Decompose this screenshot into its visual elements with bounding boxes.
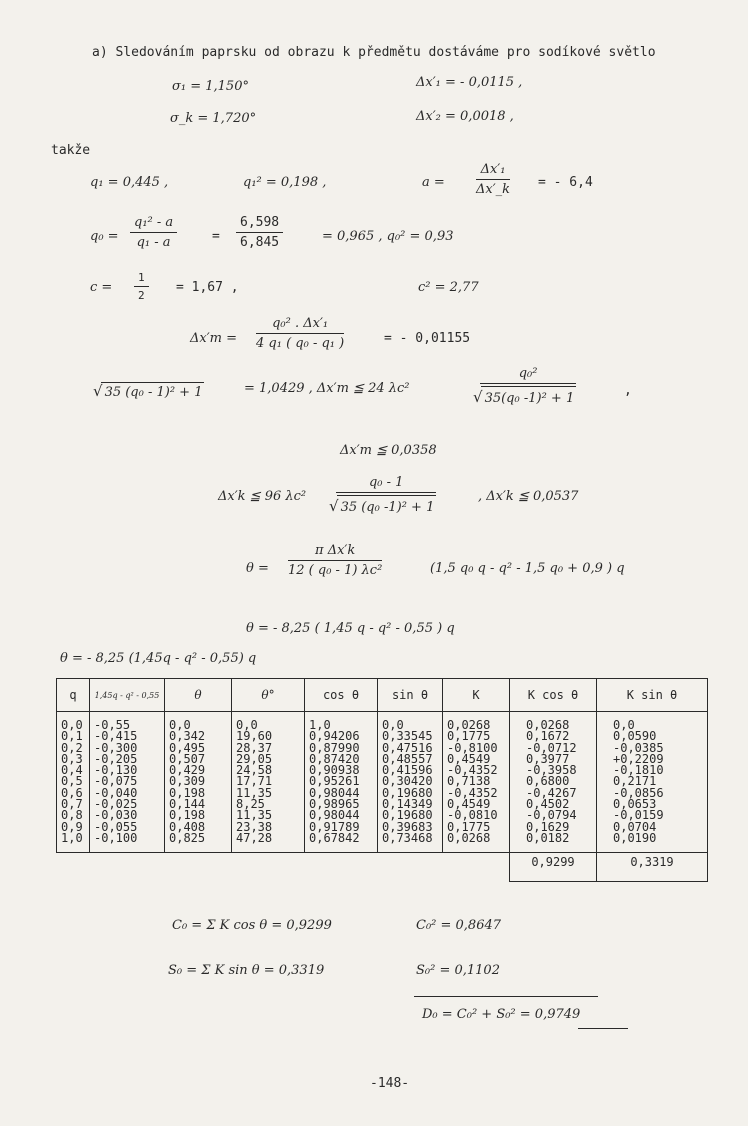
a-value: = - 6,4 xyxy=(538,175,593,190)
table-total-row xyxy=(57,853,708,882)
theta-denominator: 12 ( q₀ - 1) λc² xyxy=(288,563,383,578)
sqrt-value: = 1,0429 , Δx′m ≦ 24 λc² xyxy=(244,381,410,396)
q1-value: q₁ = 0,445 , xyxy=(90,175,169,190)
table-data-row xyxy=(57,712,708,853)
total-k-cos-theta: 0,9299 xyxy=(510,853,597,882)
q0-label: q₀ = xyxy=(90,229,119,244)
c0-squared: C₀² = 0,8647 xyxy=(416,918,502,933)
comma: , xyxy=(624,383,632,398)
a-fraction xyxy=(476,162,510,197)
column-k-sin-theta: 0,0 0,0590 -0,0385 +0,2209 -0,1810 0,2171 -0,0856 0,0653 -0,0159 0,0704 0,0190 xyxy=(597,712,708,853)
q0-equals: = xyxy=(212,229,220,244)
dxk-label: Δx′k ≦ 96 λc² xyxy=(218,489,307,504)
dxk-denominator: √ 35 (q₀ -1)² + 1 xyxy=(337,495,436,515)
q0-denominator: q₁ - a xyxy=(136,235,171,250)
column-sin-theta: 0,0 0,33545 0,47516 0,48557 0,41596 0,30420 0,19680 0,14349 0,19680 0,39683 0,73468 xyxy=(378,712,443,853)
dxm-numerator: q₀² . Δx′₁ xyxy=(256,316,344,334)
theta-simplified: θ = - 8,25 ( 1,45 q - q² - 0,55 ) q xyxy=(246,621,455,636)
a-numerator: Δx′₁ xyxy=(476,162,510,180)
s0-squared: S₀² = 0,1102 xyxy=(416,963,500,978)
dx2-line: Δx′₂ = 0,0018 , xyxy=(416,109,514,124)
sigmak-line: σ_k = 1,720° xyxy=(170,111,257,126)
theta-formula: θ = - 8,25 (1,45q - q² - 0,55) q xyxy=(60,651,257,666)
q0-number-numerator: 6,598 xyxy=(236,215,283,233)
dxm-denominator: 4 q₁ ( q₀ - q₁ ) xyxy=(256,336,345,351)
q0-numerator: q₁² - a xyxy=(130,215,177,233)
sigma1-line: σ₁ = 1,150° xyxy=(172,79,249,94)
q0-fraction xyxy=(130,215,177,250)
column-theta-degrees: 0,0 19,60 28,37 29,05 24,58 17,71 11,35 8,25 11,35 23,38 47,28 xyxy=(232,712,305,853)
header-cos-theta: cos θ xyxy=(305,679,378,712)
dx1-line: Δx′₁ = - 0,0115 , xyxy=(416,75,523,90)
bound-fraction xyxy=(480,366,576,406)
dxm-value: = - 0,01155 xyxy=(384,331,471,346)
theta-label: θ = xyxy=(246,561,269,576)
header-sin-theta: sin θ xyxy=(378,679,443,712)
result-underline xyxy=(578,1028,628,1029)
c-numerator: 1 xyxy=(134,271,149,287)
dxk-fraction xyxy=(336,475,436,515)
c-squared-value: c² = 2,77 xyxy=(418,280,479,295)
takze-label: takže xyxy=(51,143,91,158)
column-expression: -0,55 -0,415 -0,300 -0,205 -0,130 -0,075 -0,040 -0,025 -0,030 -0,055 -0,100 xyxy=(90,712,165,853)
sqrt-expression: √ 35 (q₀ - 1)² + 1 xyxy=(100,382,204,399)
header-k-sin-theta: K sin θ xyxy=(597,679,708,712)
intro-line: a) Sledováním paprsku od obrazu k předmětu dostáváme pro sodíkové světlo xyxy=(92,45,656,60)
dxm-bound: Δx′m ≦ 0,0358 xyxy=(340,443,437,458)
dxk-value: , Δx′k ≦ 0,0537 xyxy=(478,489,579,504)
q1-squared-value: q₁² = 0,198 , xyxy=(243,175,327,190)
column-cos-theta: 1,0 0,94206 0,87990 0,87420 0,90938 0,95261 0,98044 0,98965 0,98044 0,91789 0,67842 xyxy=(305,712,378,853)
total-k-sin-theta: 0,3319 xyxy=(597,853,708,882)
column-theta: 0,0 0,342 0,495 0,507 0,429 0,309 0,198 0,144 0,198 0,408 0,825 xyxy=(165,712,232,853)
header-k-cos-theta: K cos θ xyxy=(510,679,597,712)
c-label: c = xyxy=(90,280,113,295)
column-q: 0,0 0,1 0,2 0,3 0,4 0,5 0,6 0,7 0,8 0,9 1,0 xyxy=(57,712,90,853)
table-header-row xyxy=(57,679,708,712)
theta-numerator: π Δx′k xyxy=(288,543,382,561)
c0-sum: C₀ = Σ K cos θ = 0,9299 xyxy=(172,918,332,933)
column-k-cos-theta: 0,0268 0,1672 -0,0712 0,3977 -0,3958 0,6800 -0,4267 0,4502 -0,0794 0,1629 0,0182 xyxy=(510,712,597,853)
c-denominator: 2 xyxy=(138,289,145,302)
theta-polynomial: (1,5 q₀ q - q² - 1,5 q₀ + 0,9 ) q xyxy=(430,561,625,576)
header-expression: 1,45q - q² - 0,55 xyxy=(90,679,165,712)
column-k: 0,0268 0,1775 -0,8100 0,4549 -0,4352 0,7138 -0,4352 0,4549 -0,0810 0,1775 0,0268 xyxy=(443,712,510,853)
c-value: = 1,67 , xyxy=(176,280,239,295)
bound-denominator: √ 35(q₀ -1)² + 1 xyxy=(481,386,576,406)
header-theta: θ xyxy=(165,679,232,712)
header-k: K xyxy=(443,679,510,712)
header-theta-degrees: θ° xyxy=(232,679,305,712)
header-q: q xyxy=(57,679,90,712)
a-label: a = xyxy=(422,175,445,190)
a-denominator: Δx′_k xyxy=(476,182,511,197)
c-fraction xyxy=(134,271,149,302)
q0-number-fraction xyxy=(236,215,283,250)
results-table xyxy=(56,678,708,882)
s0-sum: S₀ = Σ K sin θ = 0,3319 xyxy=(168,963,325,978)
d0-result: D₀ = C₀² + S₀² = 0,9749 xyxy=(422,1007,581,1022)
page-number: -148- xyxy=(370,1076,410,1091)
theta-fraction xyxy=(288,543,382,578)
dxk-numerator: q₀ - 1 xyxy=(336,475,436,493)
q0-number-denominator: 6,845 xyxy=(240,235,280,250)
q0-value: = 0,965 , q₀² = 0,93 xyxy=(322,229,454,244)
dxm-label: Δx′m = xyxy=(190,331,238,346)
dxm-fraction xyxy=(256,316,344,351)
bound-numerator: q₀² xyxy=(480,366,576,384)
sum-rule xyxy=(414,996,598,997)
